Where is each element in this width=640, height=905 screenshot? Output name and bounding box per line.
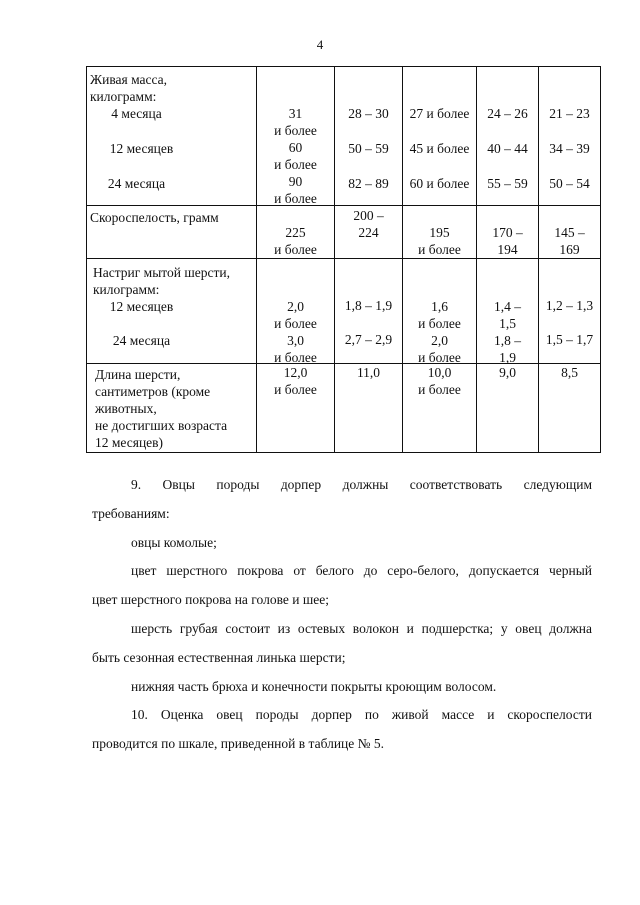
wool-length-label: Длина шерсти, — [95, 367, 181, 382]
value: 60 — [288, 140, 303, 155]
value: 224 — [358, 225, 379, 240]
live-weight-unit: килограмм: — [90, 89, 157, 104]
value: 21 – 23 — [549, 106, 590, 121]
value-note: и более — [418, 316, 461, 331]
value: 2,0 — [431, 333, 448, 348]
value: 31 — [288, 106, 303, 121]
value: 60 и более — [409, 176, 470, 191]
requirement-color-line2: цвет шерстного покрова на голове и шее; — [92, 592, 329, 607]
value: 1,9 — [499, 350, 516, 365]
value: 8,5 — [561, 365, 578, 380]
value: 1,5 — [499, 316, 516, 331]
value-note: и более — [418, 382, 461, 397]
value: 169 — [559, 242, 580, 257]
value-note: и более — [274, 157, 317, 172]
age-label: 12 месяцев — [109, 299, 174, 314]
value: 170 – — [492, 225, 523, 240]
value-note: и более — [274, 316, 317, 331]
age-label: 24 месяца — [107, 176, 166, 191]
value: 34 – 39 — [549, 141, 590, 156]
value-note: и более — [418, 350, 461, 365]
age-label: 12 месяцев — [109, 141, 174, 156]
value-note: и более — [274, 242, 317, 257]
requirement-polled: овцы комолые; — [131, 535, 217, 550]
paragraph-9-line2: требованиям: — [92, 506, 170, 521]
value: 90 — [288, 174, 303, 189]
breed-standards-table — [86, 66, 601, 453]
value: 24 – 26 — [487, 106, 528, 121]
paragraph-10-line1: 10. Оценка овец породы дорпер по живой массе и скороспелости — [131, 707, 592, 722]
value: 9,0 — [499, 365, 516, 380]
wool-length-label: 12 месяцев) — [95, 435, 164, 450]
value: 195 — [429, 225, 450, 240]
wool-length-label: не достигших возраста — [95, 418, 228, 433]
value: 1,8 – — [494, 333, 521, 348]
requirement-wool-line2: быть сезонная естественная линька шерсти; — [92, 650, 346, 665]
wool-clip-label: Настриг мытой шерсти, — [93, 265, 230, 280]
value: 1,4 – — [494, 299, 521, 314]
value: 3,0 — [287, 333, 304, 348]
live-weight-row — [87, 67, 601, 206]
value: 1,2 – 1,3 — [545, 298, 594, 313]
value: 145 – — [554, 225, 585, 240]
age-label: 4 месяца — [111, 106, 162, 121]
precocity-row — [87, 206, 601, 259]
value: 55 – 59 — [487, 176, 528, 191]
value: 10,0 — [427, 365, 452, 380]
age-label: 24 месяца — [112, 333, 171, 348]
value-note: и более — [274, 123, 317, 138]
value-note: и более — [274, 350, 317, 365]
wool-clip-row — [87, 259, 601, 364]
value: 50 – 54 — [549, 176, 590, 191]
value: 1,8 – 1,9 — [344, 298, 393, 313]
wool-length-label: животных, — [95, 401, 157, 416]
live-weight-label: Живая масса, — [90, 72, 168, 87]
value-note: и более — [274, 382, 317, 397]
value: 11,0 — [356, 365, 381, 380]
value: 45 и более — [409, 141, 470, 156]
value: 2,7 – 2,9 — [344, 332, 393, 347]
value: 2,0 — [287, 299, 304, 314]
value: 1,5 – 1,7 — [545, 332, 594, 347]
value: 28 – 30 — [348, 106, 389, 121]
value: 82 – 89 — [348, 176, 389, 191]
value-note: и более — [274, 191, 317, 206]
value-note: и более — [418, 242, 461, 257]
wool-clip-unit: килограмм: — [93, 282, 160, 297]
precocity-label: Скороспелость, грамм — [90, 210, 219, 225]
value: 225 — [285, 225, 306, 240]
value: 12,0 — [283, 365, 308, 380]
requirement-color-line1: цвет шерстного покрова от белого до серо-белого, допускается черный — [131, 563, 592, 578]
wool-length-label: сантиметров (кроме — [95, 384, 211, 399]
requirement-belly: нижняя часть брюха и конечности покрыты кроющим волосом. — [131, 679, 497, 694]
value: 50 – 59 — [348, 141, 389, 156]
wool-length-row — [87, 364, 601, 453]
value: 200 – — [353, 208, 384, 223]
value: 40 – 44 — [487, 141, 528, 156]
value: 1,6 — [431, 299, 448, 314]
paragraph-10-line2: проводится по шкале, приведенной в таблице № 5. — [92, 736, 385, 751]
paragraph-9-line1: 9. Овцы породы дорпер должны соответствовать следующим — [131, 477, 592, 492]
value: 27 и более — [409, 106, 470, 121]
value: 194 — [497, 242, 518, 257]
requirement-wool-line1: шерсть грубая состоит из остевых волокон и подшерстка; у овец должна — [131, 621, 592, 636]
page-number: 4 — [316, 37, 324, 52]
